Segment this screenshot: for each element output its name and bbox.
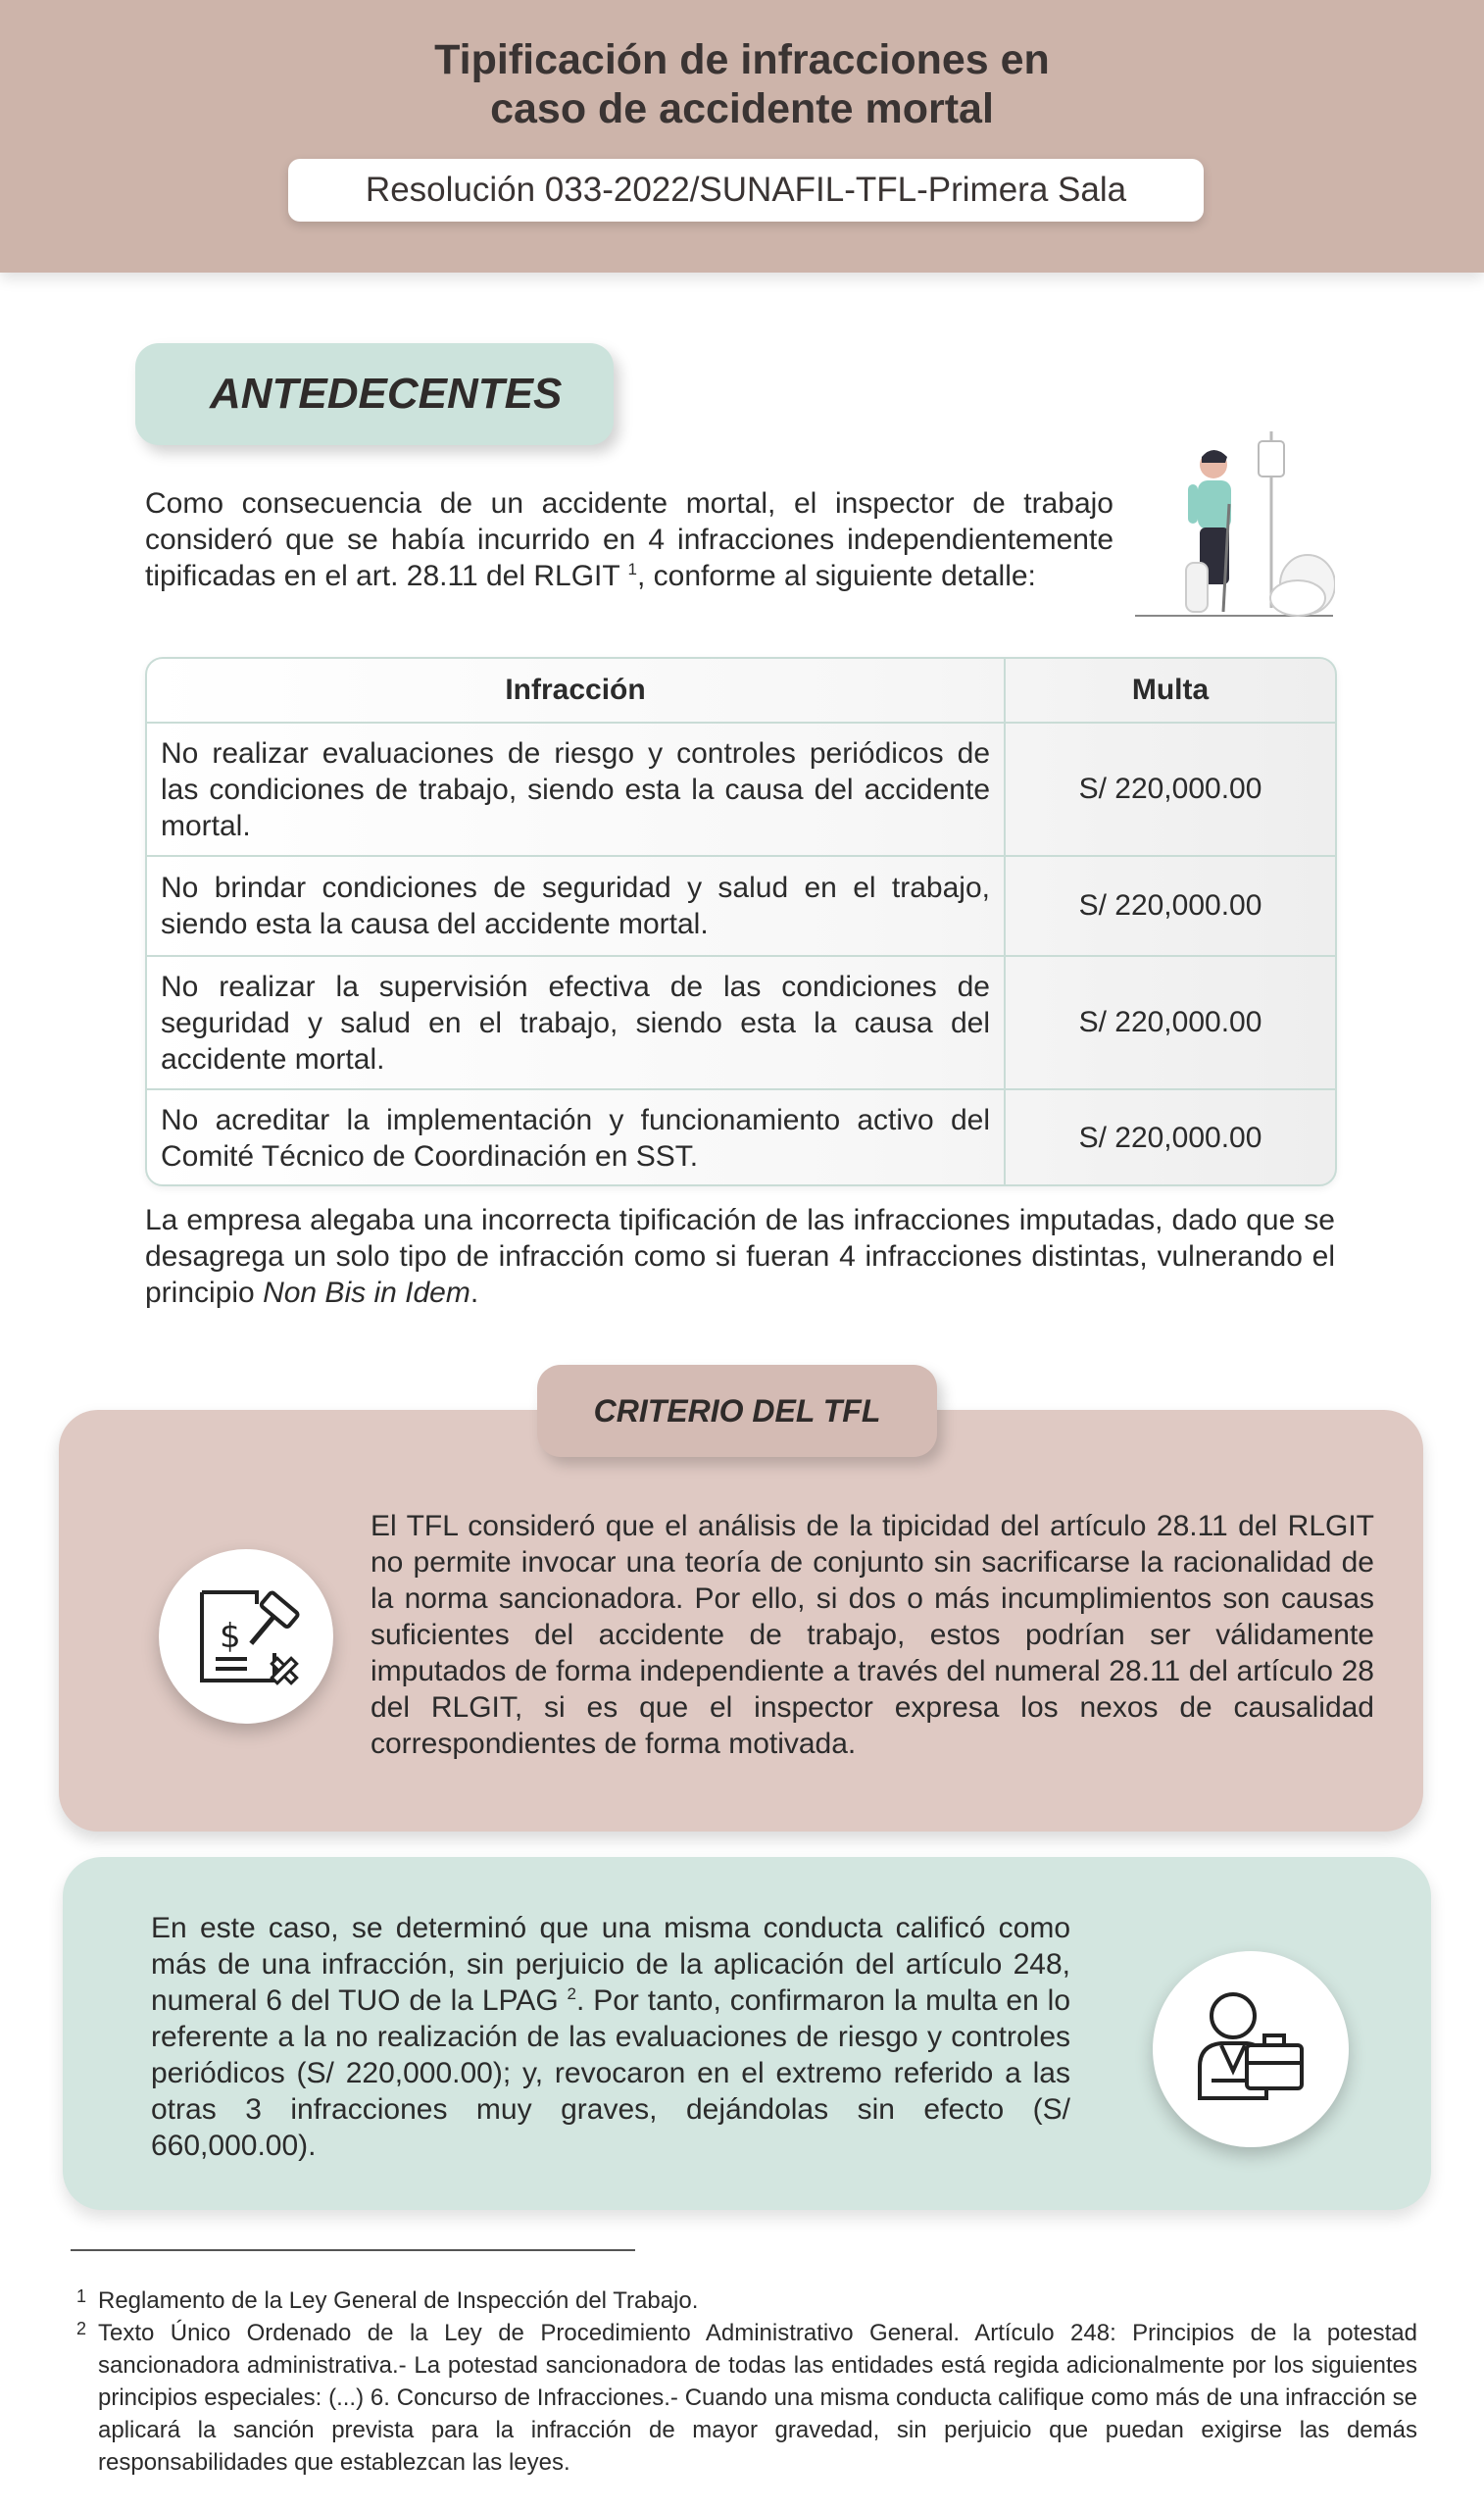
multa-cell: S/ 220,000.00 <box>1005 956 1335 1089</box>
law-document-gavel-icon <box>159 1549 333 1724</box>
multa-cell: S/ 220,000.00 <box>1005 723 1335 856</box>
table-header-row <box>147 659 1335 723</box>
injured-worker-illustration <box>1133 426 1335 622</box>
footnote-2 <box>76 2317 1417 2479</box>
footnote-ref-1: 1 <box>627 560 637 578</box>
multa-cell: S/ 220,000.00 <box>1005 856 1335 956</box>
footnote-number: 1 <box>76 2286 87 2306</box>
table-row <box>147 723 1335 856</box>
argument-text-end: . <box>470 1277 479 1309</box>
footnote-text: Texto Único Ordenado de la Ley de Procedimiento Administrativo General. Artículo 248: Principios de la potestad sancionadora administrativa.- La potestad sancionadora de todas las entidades está regida adicionalmente por los siguientes principios especiales: (...) 6. Concurso de Infracciones.- Cuando una misma conducta califique como más de una infracción se aplicará la sanción prevista para la infracción de mayor gravedad, sin perjuicio que puedan exigirse las demás responsabilidades que establezcan las leyes. <box>98 2320 1417 2476</box>
table-row <box>147 1089 1335 1185</box>
infraccion-cell: No realizar la supervisión efectiva de las condiciones de seguridad y salud en el trabajo, siendo esta la causa del accidente mortal. <box>147 956 1005 1089</box>
company-argument-paragraph <box>145 1202 1335 1311</box>
infraccion-cell: No realizar evaluaciones de riesgo y controles periódicos de las condiciones de trabajo, siendo esta la causa del accidente mortal. <box>147 723 1005 856</box>
infractions-table <box>145 657 1337 1186</box>
footnote-ref-2: 2 <box>567 1984 576 2003</box>
header-banner <box>0 0 1484 273</box>
principle-name: Non Bis in Idem <box>263 1277 470 1309</box>
page-title: Tipificación de infracciones en caso de accidente mortal <box>434 36 1050 132</box>
multa-cell: S/ 220,000.00 <box>1005 1089 1335 1185</box>
criterio-paragraph: El TFL consideró que el análisis de la tipicidad del artículo 28.11 del RLGIT no permite invocar una teoría de conjunto sin sacrificarse la racionalidad de la norma sancionadora. Por ello, si dos o más incumplimientos son causas suficientes del accidente de trabajo, estos podrían ser válidamente imputados de forma independiente a través del numeral 28.11 del artículo 28 del RLGIT, si es que el inspector expresa los nexos de causalidad correspondientes de forma motivada. <box>371 1510 1374 1760</box>
footnote-number: 2 <box>76 2319 87 2338</box>
column-header-multa: Multa <box>1005 659 1335 723</box>
conclusion-text: En este caso, se determinó que una misma conducta calificó como más de una infracción, sin perjuicio de la aplicación del artículo 248, numeral 6 del TUO de la LPAG <box>151 1912 1070 2017</box>
worker-briefcase-icon <box>1153 1951 1349 2147</box>
table-row <box>147 856 1335 956</box>
svg-text:$: $ <box>220 1617 241 1656</box>
conclusion-text-end: . Por tanto, confirmaron la multa en lo referente a la no realización de las evaluaciones de riesgo y controles periódicos (S/ 220,000.00); y, revocaron en el extremo referido a las otras 3 infracciones muy graves, dejándolas sin efecto (S/ 660,000.00). <box>151 1984 1071 2162</box>
intro-paragraph <box>145 485 1113 594</box>
footnote-text: Reglamento de la Ley General de Inspección del Trabajo. <box>98 2287 699 2314</box>
infraccion-cell: No brindar condiciones de seguridad y salud en el trabajo, siendo esta la causa del accidente mortal. <box>147 856 1005 956</box>
column-header-infraccion: Infracción <box>147 659 1005 723</box>
conclusion-paragraph <box>151 1910 1070 2164</box>
infraccion-cell: No acreditar la implementación y funcionamiento activo del Comité Técnico de Coordinación en SST. <box>147 1089 1005 1185</box>
intro-text: Como consecuencia de un accidente mortal, el inspector de trabajo consideró que se había incurrido en 4 infracciones independientemente tipificadas en el art. 28.11 del RLGIT <box>145 487 1113 592</box>
argument-text: La empresa alegaba una incorrecta tipificación de las infracciones imputadas, dado que se desagrega un solo tipo de infracción como si fueran 4 infracciones distintas, vulnerando el principio <box>145 1204 1335 1309</box>
resolution-label: Resolución 033-2022/SUNAFIL-TFL-Primera Sala <box>288 159 1204 222</box>
intro-text-end: , conforme al siguiente detalle: <box>636 560 1036 592</box>
footnote-divider <box>71 2249 635 2251</box>
antecedentes-heading: ANTEDECENTES <box>135 343 614 445</box>
criterio-heading: CRITERIO DEL TFL <box>537 1365 937 1457</box>
footnote-1 <box>76 2284 1417 2317</box>
table-row <box>147 956 1335 1089</box>
